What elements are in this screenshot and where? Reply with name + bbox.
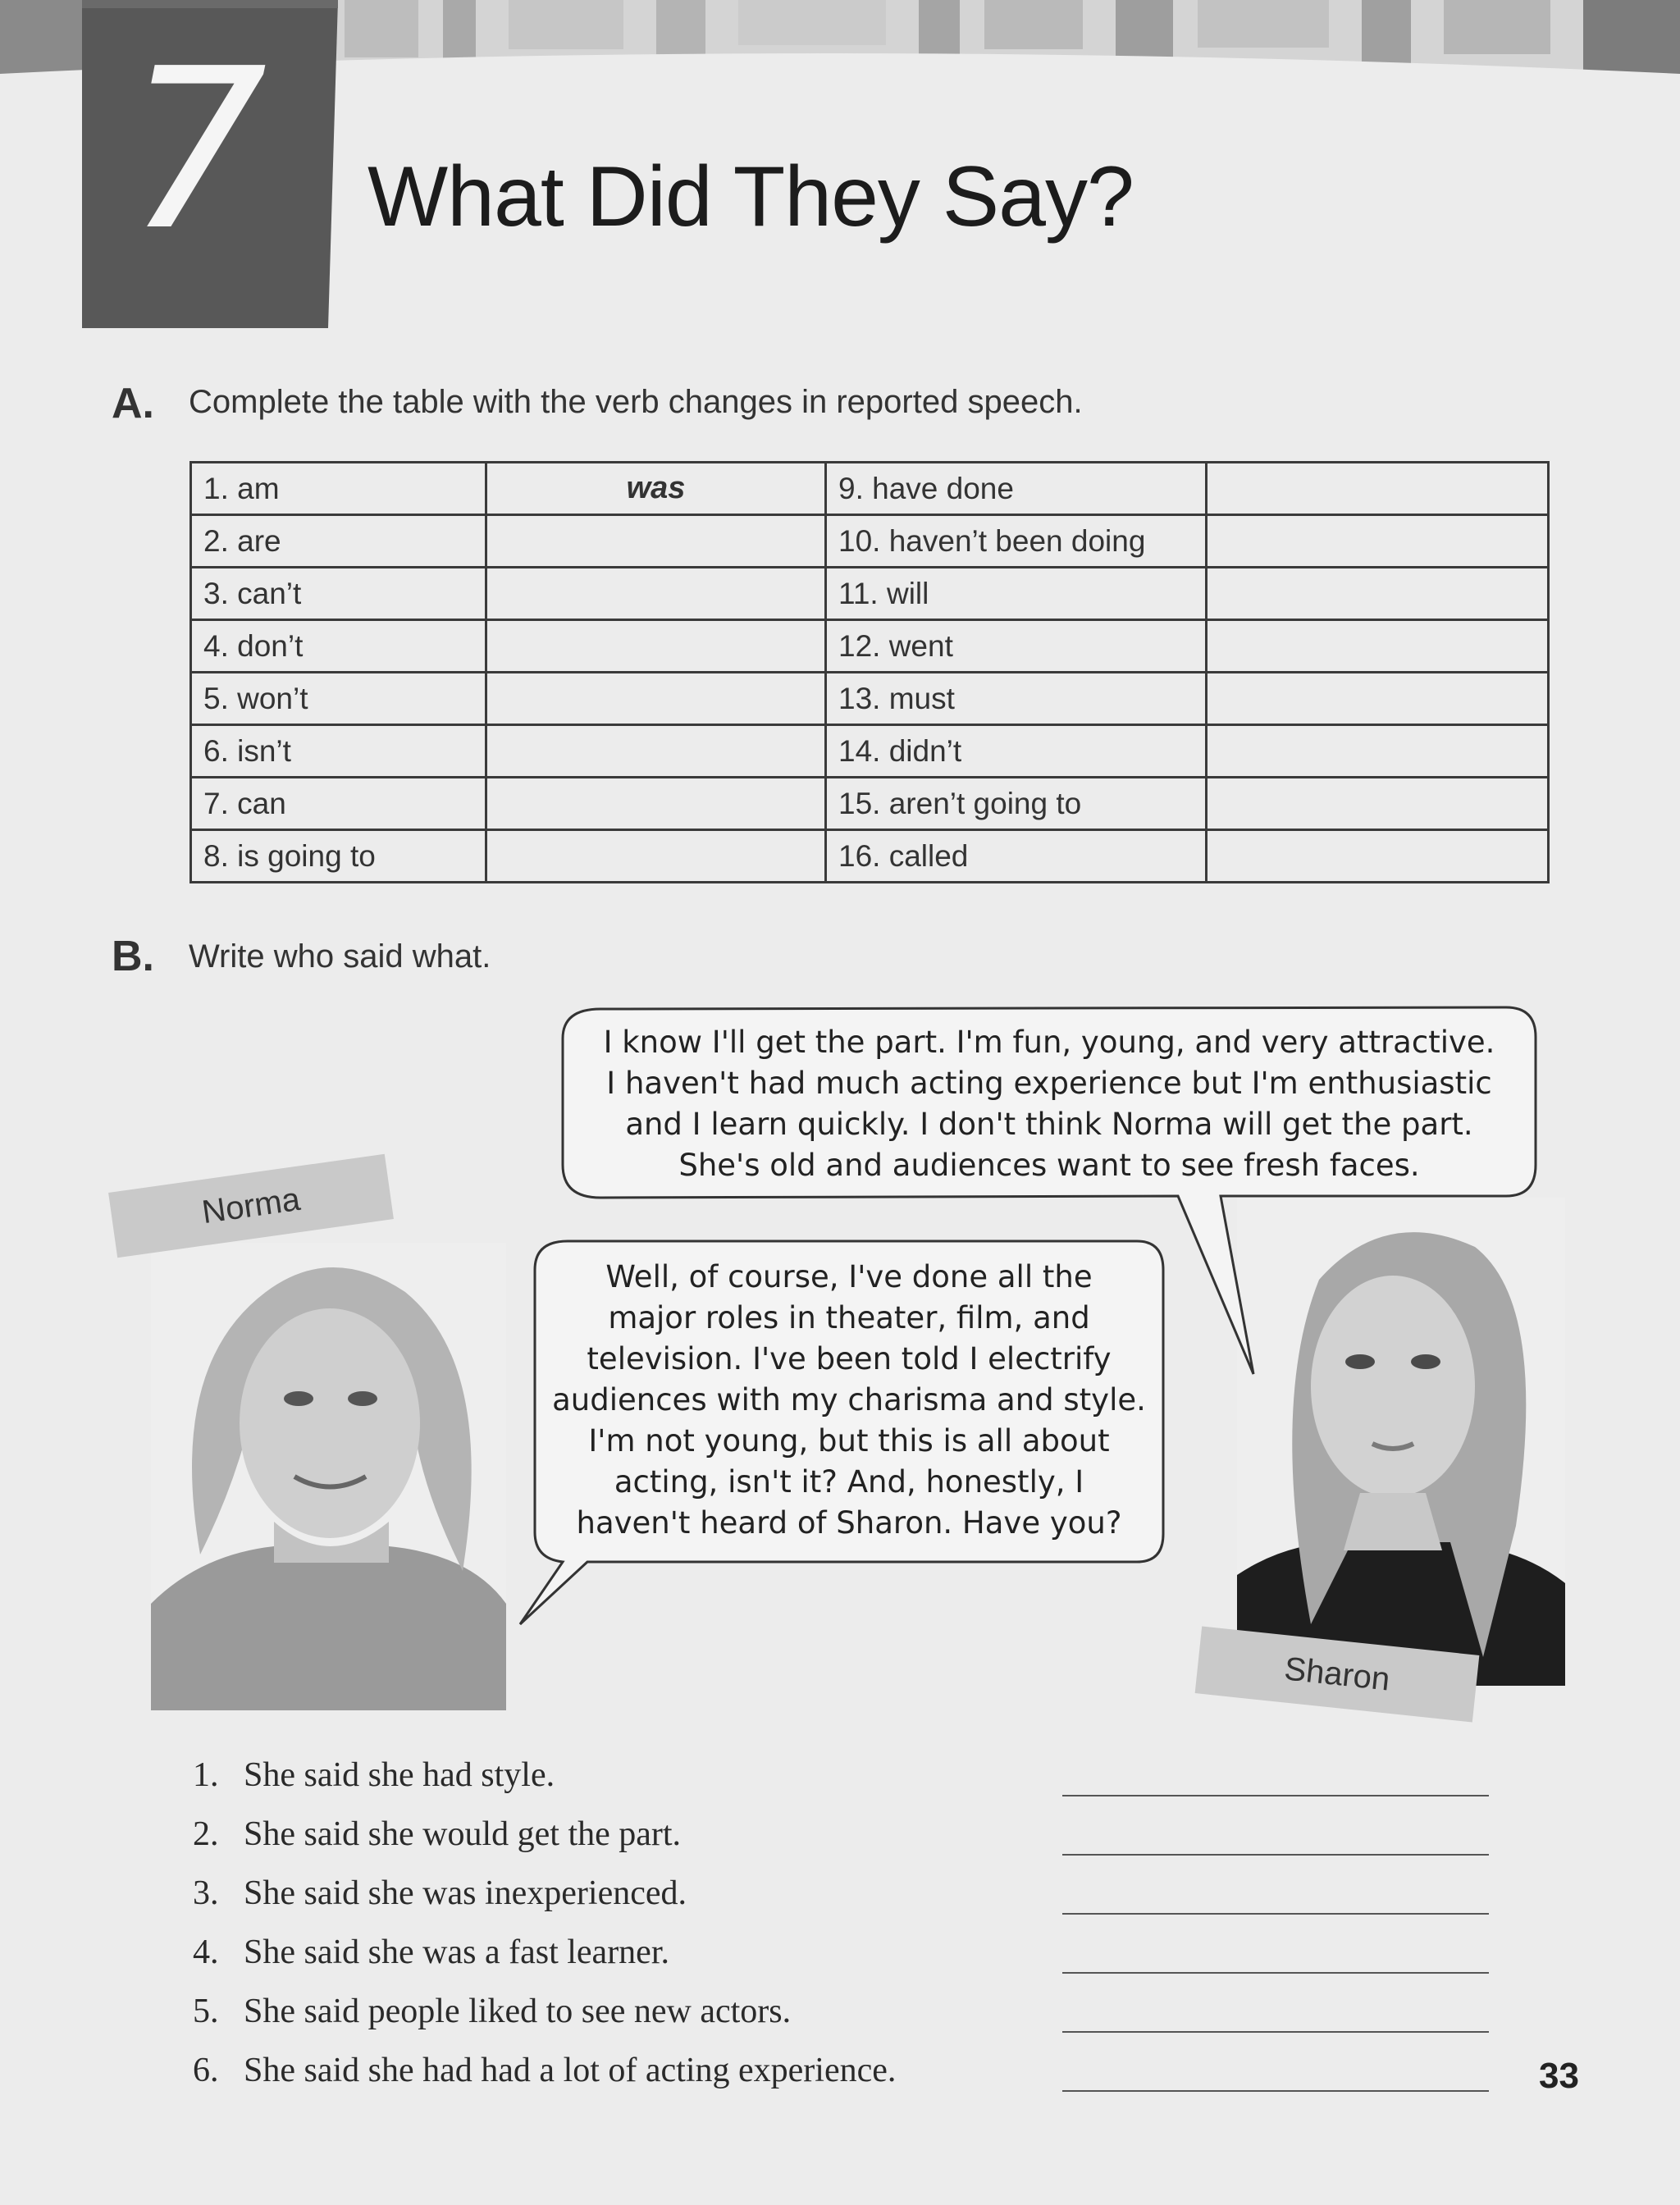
bubble-line: television. I've been told I electrify bbox=[587, 1341, 1112, 1376]
list-item bbox=[193, 1755, 1522, 1815]
bubble-line: major roles in theater, film, and bbox=[608, 1300, 1090, 1335]
question-number: 6. bbox=[193, 2052, 219, 2089]
list-item bbox=[193, 1815, 1522, 1874]
list-item bbox=[193, 1933, 1522, 1992]
verb-cell: 2. are bbox=[191, 515, 486, 568]
answer-line[interactable] bbox=[1062, 2090, 1489, 2092]
question-text: She said she was a fast learner. bbox=[244, 1933, 669, 1971]
question-number: 2. bbox=[193, 1815, 219, 1853]
question-number: 5. bbox=[193, 1993, 219, 2030]
bubble-line: haven't heard of Sharon. Have you? bbox=[576, 1505, 1122, 1541]
norma-name-tag: Norma bbox=[108, 1154, 394, 1258]
question-number: 3. bbox=[193, 1874, 219, 1912]
question-text: She said she was inexperienced. bbox=[244, 1874, 687, 1912]
sharon-name-tag: Sharon bbox=[1195, 1626, 1480, 1722]
norma-bubble-text bbox=[535, 1257, 1163, 1544]
bubble-line: I know I'll get the part. I'm fun, young, and very attractive. bbox=[603, 1025, 1495, 1060]
bubble-line: and I learn quickly. I don't think Norma will get the part. bbox=[625, 1107, 1473, 1142]
verb-cell: 3. can’t bbox=[191, 568, 486, 620]
verb-cell: 13. must bbox=[826, 673, 1207, 725]
page-number: 33 bbox=[1539, 2056, 1579, 2096]
verb-cell: 15. aren’t going to bbox=[826, 778, 1207, 830]
verb-cell: 7. can bbox=[191, 778, 486, 830]
section-a-letter: A. bbox=[112, 380, 154, 427]
question-text: She said she had had a lot of acting experience. bbox=[244, 2052, 897, 2089]
answer-line[interactable] bbox=[1062, 1913, 1489, 1915]
verb-cell: 11. will bbox=[826, 568, 1207, 620]
sharon-bubble-text bbox=[563, 1022, 1536, 1186]
verb-cell: 16. called bbox=[826, 830, 1207, 883]
list-item bbox=[193, 2051, 1522, 2110]
answer-line[interactable] bbox=[1062, 1972, 1489, 1974]
list-item bbox=[193, 1874, 1522, 1933]
unit-number: 7 bbox=[126, 21, 267, 279]
question-list bbox=[193, 1755, 1522, 2110]
page-title: What Did They Say? bbox=[368, 149, 1134, 244]
question-text: She said people liked to see new actors. bbox=[244, 1993, 792, 2030]
section-b-instruction: Write who said what. bbox=[189, 938, 491, 975]
verb-cell: 12. went bbox=[826, 620, 1207, 673]
bubble-line: I haven't had much acting experience but I'm enthusiastic bbox=[606, 1066, 1492, 1101]
question-number: 4. bbox=[193, 1933, 219, 1971]
question-text: She said she would get the part. bbox=[244, 1815, 682, 1853]
verb-cell: 10. haven’t been doing bbox=[826, 515, 1207, 568]
bubble-line: She's old and audiences want to see fresh faces. bbox=[678, 1148, 1420, 1183]
bubble-line: Well, of course, I've done all the bbox=[605, 1259, 1093, 1294]
verb-cell: 5. won’t bbox=[191, 673, 486, 725]
verb-cell: 4. don’t bbox=[191, 620, 486, 673]
answer-line[interactable] bbox=[1062, 1854, 1489, 1856]
bubble-line: acting, isn't it? And, honestly, I bbox=[614, 1464, 1084, 1500]
bubble-line: I'm not young, but this is all about bbox=[588, 1423, 1110, 1459]
answer-cell[interactable]: was bbox=[486, 463, 826, 515]
verb-cell: 8. is going to bbox=[191, 830, 486, 883]
verb-cell: 14. didn’t bbox=[826, 725, 1207, 778]
answer-line[interactable] bbox=[1062, 2031, 1489, 2033]
list-item bbox=[193, 1992, 1522, 2051]
answer-line[interactable] bbox=[1062, 1795, 1489, 1796]
question-number: 1. bbox=[193, 1756, 219, 1794]
verb-cell: 1. am bbox=[191, 463, 486, 515]
section-b-letter: B. bbox=[112, 933, 154, 980]
bubble-line: audiences with my charisma and style. bbox=[552, 1382, 1146, 1418]
section-a-instruction: Complete the table with the verb changes in reported speech. bbox=[189, 384, 1083, 420]
verb-cell: 9. have done bbox=[826, 463, 1207, 515]
verb-cell: 6. isn’t bbox=[191, 725, 486, 778]
question-text: She said she had style. bbox=[244, 1756, 555, 1794]
